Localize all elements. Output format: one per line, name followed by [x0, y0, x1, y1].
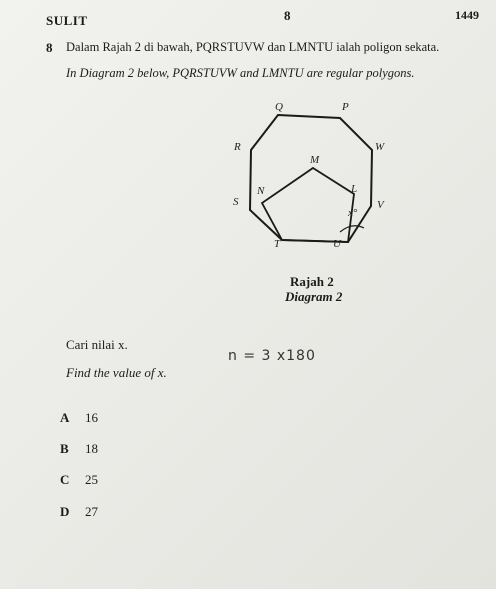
vertex-label-m: M — [310, 154, 320, 166]
angle-arc — [340, 226, 364, 232]
option-d-value: 27 — [85, 504, 98, 519]
handwritten-note: n = 3 x180 — [228, 348, 316, 364]
vertex-label-w: W — [375, 141, 385, 153]
octagon-pqrstuvw — [250, 115, 372, 242]
option-d-letter: D — [60, 504, 70, 519]
option-c-value: 25 — [85, 472, 98, 487]
vertex-label-l: L — [351, 183, 358, 195]
option-b-letter: B — [60, 441, 69, 456]
vertex-label-v: V — [377, 199, 384, 211]
vertex-label-r: R — [234, 141, 241, 153]
vertex-label-s: S — [233, 196, 239, 208]
pentagon-lmntu — [262, 168, 354, 242]
vertex-label-q: Q — [275, 101, 283, 113]
option-a-letter: A — [60, 410, 70, 425]
vertex-label-t: T — [274, 238, 281, 250]
question-text-english: In Diagram 2 below, PQRSTUVW and LMNTU are regular polygons. — [66, 66, 415, 80]
angle-label-x: x° — [348, 207, 358, 219]
vertex-label-n: N — [257, 185, 265, 197]
option-b-value: 18 — [85, 441, 98, 456]
vertex-label-u: U — [333, 238, 341, 250]
option-a-value: 16 — [85, 410, 98, 425]
question-number: 8 — [46, 40, 53, 55]
vertex-label-p: P — [342, 101, 349, 113]
option-c-letter: C — [60, 472, 70, 487]
diagram-caption-malay: Rajah 2 — [290, 274, 334, 289]
paper-code: 1449 — [455, 8, 479, 22]
page-number: 8 — [284, 8, 291, 23]
instruction-english: Find the value of x. — [66, 365, 167, 380]
instruction-malay: Cari nilai x. — [66, 337, 128, 352]
header-subject: SULIT — [46, 13, 88, 28]
diagram-caption-english: Diagram 2 — [285, 289, 343, 304]
question-text-malay: Dalam Rajah 2 di bawah, PQRSTUVW dan LMNTU ialah poligon sekata. — [66, 40, 440, 54]
